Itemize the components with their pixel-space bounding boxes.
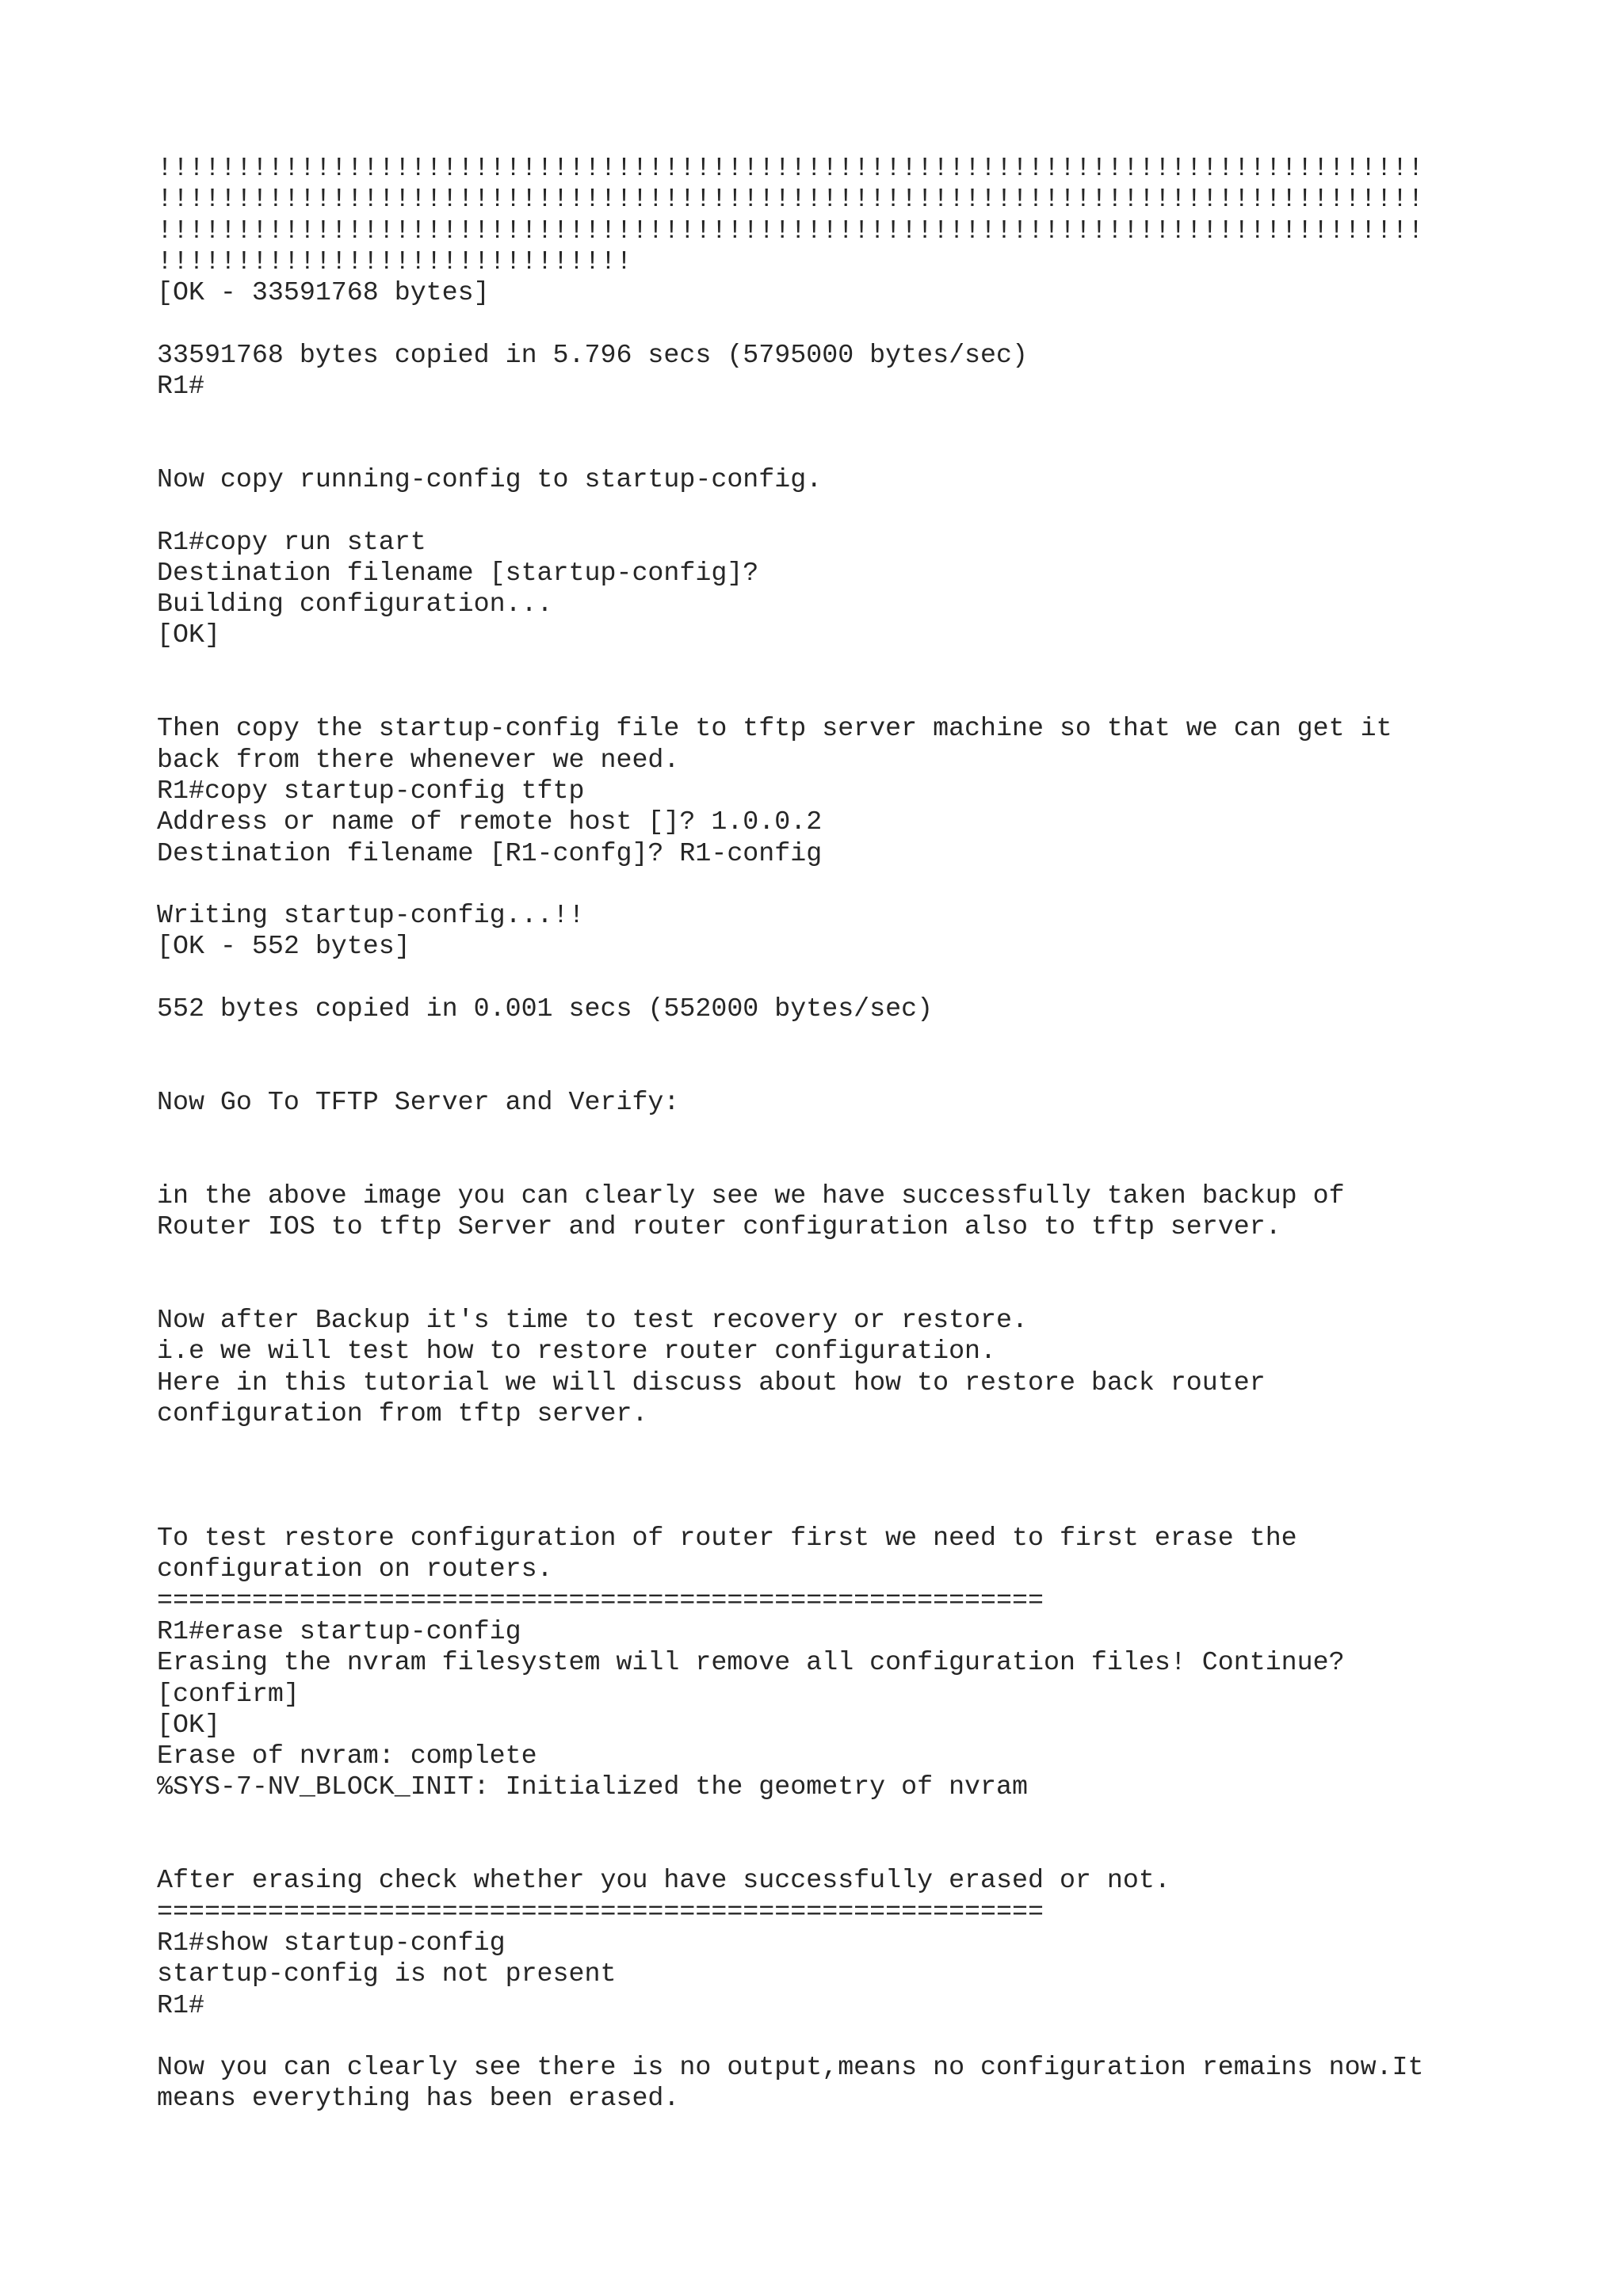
document-line: Now you can clearly see there is no output,means no configuration remains now.It [157,2052,1424,2083]
blank-line [157,1242,1583,1273]
blank-line [157,1274,1583,1305]
document-line: back from there whenever we need. [157,744,680,775]
document-line: R1#copy startup-config tftp [157,775,585,806]
document-line: ======================================================== [157,1896,1044,1927]
blank-line [157,308,1583,339]
document-line: ======================================================== [157,1585,1044,1615]
document-line: Writing startup-config...!! [157,900,585,931]
document-line: Here in this tutorial we will discuss about how to restore back router [157,1367,1266,1398]
document-line: Address or name of remote host []? 1.0.0.2 [157,807,823,837]
blank-line [157,1492,1583,1523]
document-line: !!!!!!!!!!!!!!!!!!!!!!!!!!!!!!!!!!!!!!!!!!!!!!!!!!!!!!!!!!!!!!!!!!!!!!!!!!!!!!!! [157,215,1424,246]
document-line: i.e we will test how to restore router configuration. [157,1336,997,1367]
document-line: Destination filename [R1-confg]? R1-config [157,837,823,868]
document-line: R1#show startup-config [157,1927,506,1958]
document-line: [confirm] [157,1678,300,1709]
document-line: R1# [157,371,204,402]
document-line: Erase of nvram: complete [157,1741,537,1772]
document-line: !!!!!!!!!!!!!!!!!!!!!!!!!!!!!! [157,246,632,277]
document-line: Now Go To TFTP Server and Verify: [157,1086,680,1117]
blank-line [157,1429,1583,1460]
document-line: Now copy running-config to startup-config. [157,463,823,494]
document-line: !!!!!!!!!!!!!!!!!!!!!!!!!!!!!!!!!!!!!!!!!!!!!!!!!!!!!!!!!!!!!!!!!!!!!!!!!!!!!!!! [157,153,1424,183]
document-line: [OK] [157,620,220,650]
document-line: [OK - 552 bytes] [157,931,411,962]
document-line: %SYS-7-NV_BLOCK_INIT: Initialized the geometry of nvram [157,1772,1028,1802]
document-line: After erasing check whether you have successfully erased or not. [157,1865,1170,1896]
document-line: 33591768 bytes copied in 5.796 secs (5795000 bytes/sec) [157,339,1028,370]
blank-line [157,651,1583,682]
blank-line [157,1460,1583,1491]
document-line: Building configuration... [157,589,553,620]
document-line: startup-config is not present [157,1958,617,1989]
document-body [157,153,1583,2115]
blank-line [157,1803,1583,1834]
document-line: To test restore configuration of router first we need to first erase the [157,1523,1297,1554]
document-line: 552 bytes copied in 0.001 secs (552000 bytes/sec) [157,994,934,1024]
blank-line [157,1150,1583,1180]
document-line: Now after Backup it's time to test recovery or restore. [157,1304,1028,1335]
document-line: Erasing the nvram filesystem will remove all configuration files! Continue? [157,1647,1345,1678]
document-line: configuration on routers. [157,1554,553,1585]
blank-line [157,682,1583,713]
blank-line [157,2021,1583,2052]
document-line: Then copy the startup-config file to tftp server machine so that we can get it [157,713,1392,744]
document-line: configuration from tftp server. [157,1398,648,1428]
blank-line [157,1056,1583,1087]
blank-line [157,495,1583,526]
document-line: [OK - 33591768 bytes] [157,277,490,308]
blank-line [157,1834,1583,1865]
blank-line [157,1024,1583,1055]
blank-line [157,869,1583,900]
document-line: R1#erase startup-config [157,1615,521,1646]
document-line: [OK] [157,1709,220,1740]
document-line: Router IOS to tftp Server and router configuration also to tftp server. [157,1211,1281,1242]
blank-line [157,402,1583,433]
blank-line [157,433,1583,464]
blank-line [157,963,1583,994]
document-line: !!!!!!!!!!!!!!!!!!!!!!!!!!!!!!!!!!!!!!!!!!!!!!!!!!!!!!!!!!!!!!!!!!!!!!!!!!!!!!!! [157,184,1424,215]
document-line: means everything has been erased. [157,2083,680,2114]
document-line: R1#copy run start [157,526,426,557]
blank-line [157,1118,1583,1149]
document-line: in the above image you can clearly see we have successfully taken backup of [157,1180,1345,1211]
document-line: R1# [157,1989,204,2020]
document-line: Destination filename [startup-config]? [157,557,759,588]
